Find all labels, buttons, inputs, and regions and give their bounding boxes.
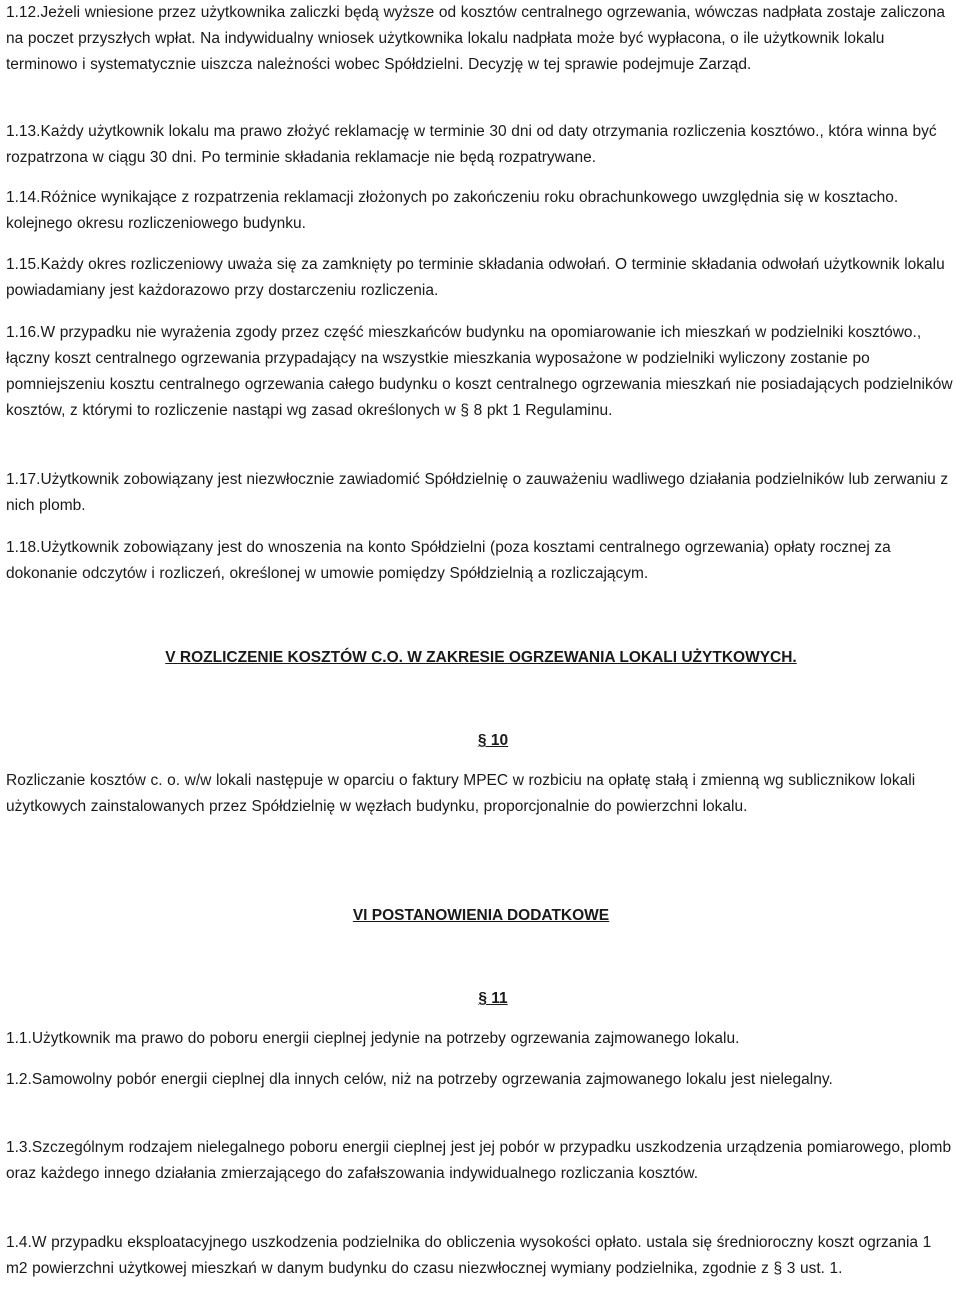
paragraph-text: Użytkownik zobowiązany jest do wnoszenia na konto Spółdzielni (poza kosztami centralnego ogrzewania) opłaty rocznej za dokonanie odczytów i rozliczeń, określonej w umowie pomiędzy Spółdzielnią a rozliczającym. bbox=[6, 539, 891, 582]
paragraph-text: Samowolny pobór energii cieplnej dla innych celów, niż na potrzeby ogrzewania zajmowanego lokalu jest nielegalny. bbox=[31, 1071, 833, 1088]
paragraph-1-2 bbox=[6, 1067, 956, 1093]
paragraph-1-14 bbox=[6, 185, 956, 237]
paragraph-number: 1.17. bbox=[6, 471, 41, 488]
paragraph-number: 1.2. bbox=[6, 1071, 32, 1088]
paragraph-1-18 bbox=[6, 535, 956, 587]
paragraph-number: 1.4. bbox=[6, 1234, 32, 1251]
paragraph-text: Użytkownik ma prawo do poboru energii cieplnej jedynie na potrzeby ogrzewania zajmowanego lokalu. bbox=[31, 1030, 740, 1047]
section-mark-10: § 10 bbox=[477, 732, 509, 749]
paragraph-number: 1.14. bbox=[6, 189, 41, 206]
paragraph-text: Każdy okres rozliczeniowy uważa się za zamknięty po terminie składania odwołań. O terminie składania odwołań użytkownik lokalu powiadamiany jest każdorazowo przy dostarczeniu rozliczenia. bbox=[6, 256, 945, 299]
paragraph-1-4 bbox=[6, 1230, 956, 1282]
paragraph-number: 1.3. bbox=[6, 1139, 32, 1156]
paragraph-number: 1.16. bbox=[6, 324, 41, 341]
paragraph-text: W przypadku eksploatacyjnego uszkodzenia podzielnika do obliczenia wysokości opłato. ustala się średnioroczny koszt ogrzania 1 m2 powierzchni użytkowej mieszkań w danym budynku do czasu niezwłocznej wymiany podzielnika, zgodnie z § 3 ust. 1. bbox=[6, 1234, 932, 1277]
paragraph-number: 1.13. bbox=[6, 123, 41, 140]
section-vi-title: VI POSTANOWIENIA DODATKOWE bbox=[352, 907, 610, 924]
paragraph-1-1 bbox=[6, 1026, 956, 1052]
paragraph-text: W przypadku nie wyrażenia zgody przez część mieszkańców budynku na opomiarowanie ich mieszkań w podzielniki kosztówo., łączny koszt centralnego ogrzewania przypadający na wszystkie mieszkania wyposażone w podzielniki wyliczony zostanie po pomniejszeniu kosztu centralnego ogrzewania całego budynku o koszt centralnego ogrzewania mieszkań nie posiadających podzielników kosztów, z którymi to rozliczenie nastąpi wg zasad określonych w § 8 pkt 1 Regulaminu. bbox=[6, 324, 953, 419]
paragraph-1-15 bbox=[6, 252, 956, 304]
paragraph-number: 1.18. bbox=[6, 539, 41, 556]
paragraph-text: Użytkownik zobowiązany jest niezwłocznie zawiadomić Spółdzielnię o zauważeniu wadliwego działania podzielników lub zerwaniu z nich plomb. bbox=[6, 471, 949, 514]
paragraph-text: Różnice wynikające z rozpatrzenia reklamacji złożonych po zakończeniu roku obrachunkowego uwzględnia się w kosztacho. kolejnego okresu rozliczeniowego budynku. bbox=[6, 189, 899, 232]
section-v-title: V ROZLICZENIE KOSZTÓW C.O. W ZAKRESIE OGRZEWANIA LOKALI UŻYTKOWYCH. bbox=[165, 649, 797, 666]
paragraph-number: 1.1. bbox=[6, 1030, 32, 1047]
paragraph-1-12 bbox=[6, 0, 956, 78]
paragraph-1-13 bbox=[6, 119, 956, 171]
paragraph-number: 1.15. bbox=[6, 256, 41, 273]
section-v-text: Rozliczanie kosztów c. o. w/w lokali następuje w oparciu o faktury MPEC w rozbiciu na opłatę stałą i zmienną wg sublicznikow lokali użytkowych zainstalowanych przez Spółdzielnię w węzłach budynku, proporcjonalnie do powierzchni lokalu. bbox=[6, 772, 916, 815]
paragraph-text: Każdy użytkownik lokalu ma prawo złożyć reklamację w terminie 30 dni od daty otrzymania rozliczenia kosztówo., która winna być rozpatrzona w ciągu 30 dni. Po terminie składania reklamacje nie będą rozpatrywane. bbox=[6, 123, 937, 166]
paragraph-number: 1.12. bbox=[6, 4, 41, 21]
paragraph-1-17 bbox=[6, 467, 956, 519]
paragraph-text: Szczególnym rodzajem nielegalnego poboru energii cieplnej jest jej pobór w przypadku uszkodzenia urządzenia pomiarowego, plomb oraz każdego innego działania zmierzającego do zafałszowania indywidualnego rozliczania kosztów. bbox=[6, 1139, 952, 1182]
paragraph-text: Jeżeli wniesione przez użytkownika zaliczki będą wyższe od kosztów centralnego ogrzewania, wówczas nadpłata zostaje zaliczona na poczet przyszłych wpłat. Na indywidualny wniosek użytkownika lokalu nadpłata może być wypłacona, o ile użytkownik lokalu terminowo i systematycznie uiszcza należności wobec Spółdzielni. Decyzję w tej sprawie podejmuje Zarząd. bbox=[6, 4, 946, 73]
section-mark-11: § 11 bbox=[478, 990, 508, 1007]
paragraph-1-3 bbox=[6, 1135, 956, 1187]
paragraph-1-16 bbox=[6, 320, 956, 424]
